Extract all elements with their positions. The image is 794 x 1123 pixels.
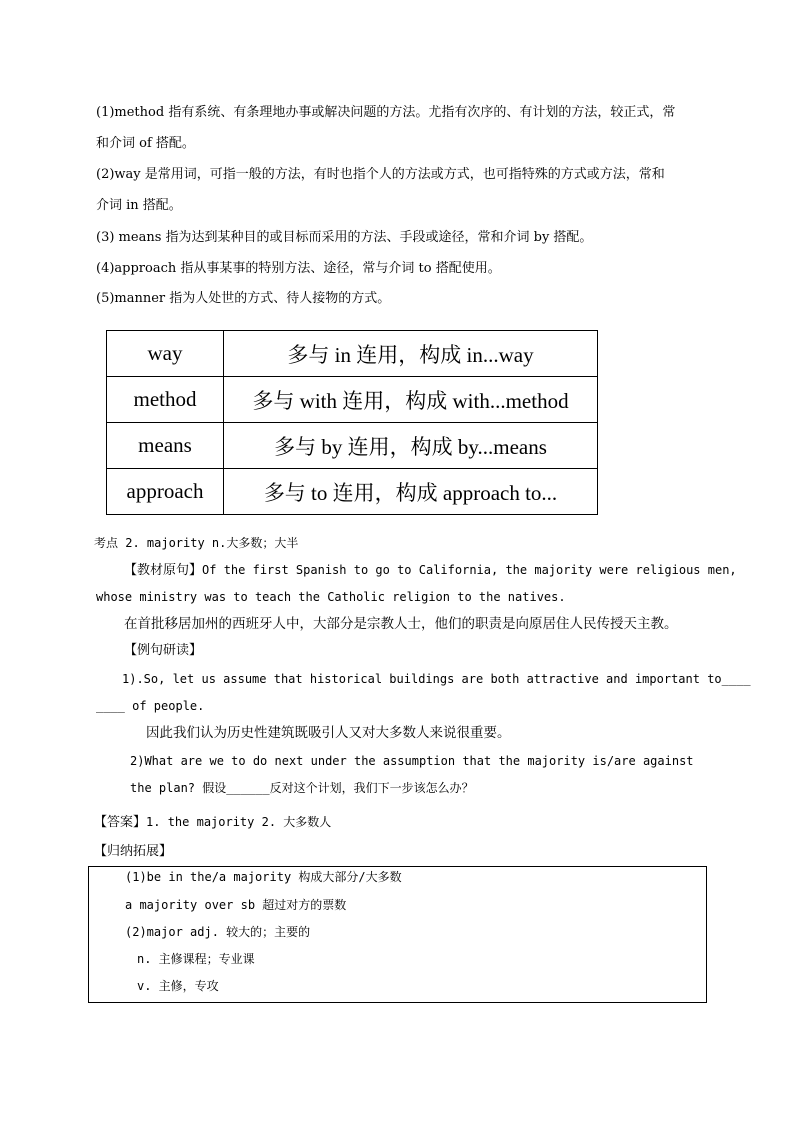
table-cell-usage: 多与 to 连用，构成 approach to... (224, 469, 598, 515)
example-1-en-2: ____ of people. (96, 699, 205, 713)
example-1-en-1: 1).So, let us assume that historical buildings are both attractive and important to____ (122, 672, 751, 686)
table-cell-word: way (107, 331, 224, 377)
summary-label: 【归纳拓展】 (94, 844, 173, 859)
textbook-label: 【教材原句】 (124, 563, 203, 578)
table-row (107, 377, 598, 423)
paragraph-3: (3) means 指为达到某种目的或目标而采用的方法、手段或途径，常和介词 by 搭配。 (96, 230, 593, 245)
example-label: 【例句研读】 (124, 643, 203, 658)
answer-line (94, 812, 331, 833)
point2-heading: 考点 2. majority n.大多数；大半 (94, 536, 299, 550)
textbook-sentence-en-2: whose ministry was to teach the Catholic religion to the natives. (96, 590, 566, 604)
example-2-en-1: 2)What are we to do next under the assumption that the majority is/are against (130, 754, 694, 768)
table-row (107, 469, 598, 515)
table-cell-word: approach (107, 469, 224, 515)
example-1-zh: 因此我们认为历史性建筑既吸引人又对大多数人来说很重要。 (146, 725, 511, 741)
answer-label: 【答案】 (94, 815, 147, 830)
table-row (107, 331, 598, 377)
paragraph-1b: 和介词 of 搭配。 (96, 136, 195, 151)
answer-text: 1. the majority 2. 大多数人 (146, 815, 332, 829)
table-cell-word: method (107, 377, 224, 423)
table-row (107, 423, 598, 469)
paragraph-2b: 介词 in 搭配。 (96, 198, 182, 213)
paragraph-4: (4)approach 指从事某事的特别方法、途径，常与介词 to 搭配使用。 (96, 261, 501, 276)
summary-item-4: n. 主修课程；专业课 (137, 952, 255, 966)
summary-item-5: v. 主修，专攻 (137, 979, 219, 993)
table-cell-usage: 多与 in 连用，构成 in...way (224, 331, 598, 377)
paragraph-2a: (2)way 是常用词，可指一般的方法，有时也指个人的方法或方式，也可指特殊的方式或方法，常和 (96, 167, 665, 182)
textbook-sentence-en-1: Of the first Spanish to go to California, the majority were religious men, (202, 563, 737, 577)
table-cell-word: means (107, 423, 224, 469)
comparison-table (106, 330, 598, 515)
example-2-en-2: the plan? 假设______反对这个计划，我们下一步该怎么办？ (130, 781, 474, 795)
summary-item-1: (1)be in the/a majority 构成大部分/大多数 (125, 870, 402, 884)
textbook-sentence-zh: 在首批移居加州的西班牙人中，大部分是宗教人士，他们的职责是向原居住人民传授天主教。 (124, 616, 678, 632)
summary-item-2: a majority over sb 超过对方的票数 (125, 898, 347, 912)
summary-box (88, 866, 707, 1003)
table-cell-usage: 多与 with 连用，构成 with...method (224, 377, 598, 423)
paragraph-5: (5)manner 指为人处世的方式、待人接物的方式。 (96, 291, 391, 306)
table-cell-usage: 多与 by 连用，构成 by...means (224, 423, 598, 469)
summary-item-3: (2)major adj. 较大的；主要的 (125, 925, 311, 939)
paragraph-1a: (1)method 指有系统、有条理地办事或解决问题的方法。尤指有次序的、有计划的方法，较正式，常 (96, 105, 676, 120)
textbook-sentence-line1 (124, 560, 737, 581)
